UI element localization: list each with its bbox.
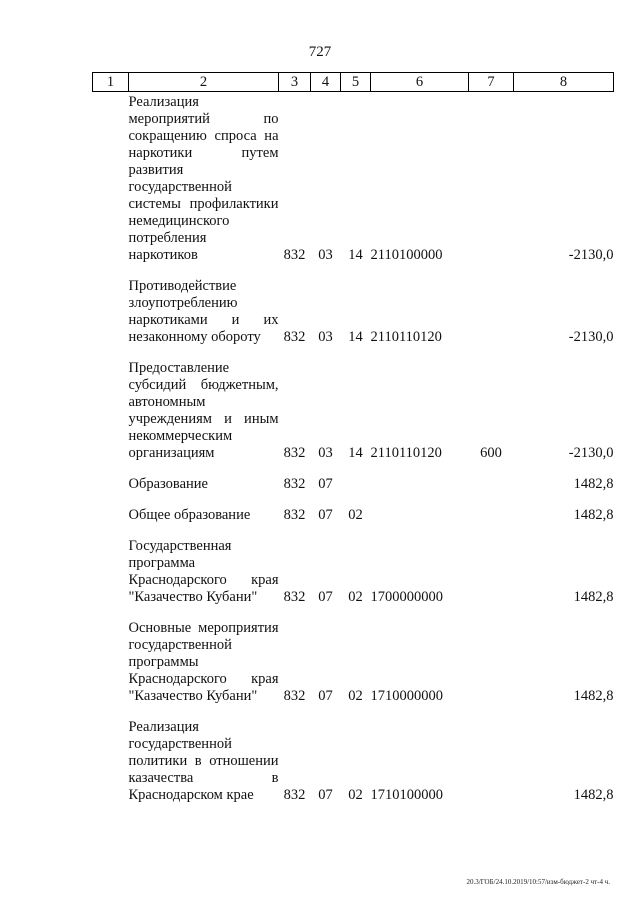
cell-pr: 14 <box>348 247 363 263</box>
cell-amount: 1482,8 <box>573 476 614 492</box>
cell-pr <box>341 462 371 493</box>
cell-item-name: Государственная программа Краснодарского края "Казачество Кубани" <box>128 538 279 605</box>
cell-empty <box>93 524 129 606</box>
cell-amount: -2130,0 <box>568 445 614 461</box>
cell-vr <box>469 264 514 346</box>
cell-csr: 1710000000 <box>370 688 443 704</box>
cell-item-name: Реализация государственной политики в отношении казачества в Краснодарском крае <box>128 719 279 803</box>
cell-amount: 1482,8 <box>573 507 614 523</box>
cell-empty <box>93 606 129 705</box>
cell-empty <box>93 493 129 524</box>
cell-empty <box>93 462 129 493</box>
cell-amount: 1482,8 <box>573 787 614 803</box>
table-row <box>93 606 614 705</box>
cell-item-name: Общее образование <box>128 507 251 523</box>
cell-vr <box>469 493 514 524</box>
cell-empty <box>93 346 129 462</box>
cell-csr: 1710100000 <box>370 787 443 803</box>
cell-rz: 03 <box>318 247 333 263</box>
cell-csr: 1700000000 <box>370 589 443 605</box>
table-row <box>93 264 614 346</box>
column-header-8: 8 <box>514 73 614 92</box>
column-header-3: 3 <box>279 73 311 92</box>
cell-item-name: Противодействие злоупотреблению наркотиками и их незаконному обороту <box>128 278 279 345</box>
cell-csr: 2110110120 <box>370 445 442 461</box>
cell-item-name: Предоставление субсидий бюджетным, автономным учреждениям и иным некоммерческим организациям <box>128 360 279 461</box>
cell-amount: 1482,8 <box>573 688 614 704</box>
cell-ved: 832 <box>283 589 306 605</box>
cell-ved: 832 <box>283 688 306 704</box>
cell-empty <box>93 705 129 804</box>
cell-rz: 07 <box>318 507 333 523</box>
cell-pr: 14 <box>348 329 363 345</box>
cell-rz: 07 <box>318 688 333 704</box>
cell-item-name: Основные мероприятия государственной программы Краснодарского края "Казачество Кубани" <box>128 620 279 704</box>
cell-vr <box>469 606 514 705</box>
cell-pr: 02 <box>348 507 363 523</box>
cell-ved: 832 <box>283 329 306 345</box>
page-number: 727 <box>308 44 332 60</box>
cell-ved: 832 <box>283 507 306 523</box>
table-row <box>93 346 614 462</box>
footer-note: 20.3/ГОБ/24.10.2019/10:57/изм-бюджет-2 чт-4 ч. <box>466 878 610 886</box>
cell-amount: 1482,8 <box>573 589 614 605</box>
cell-pr: 02 <box>348 787 363 803</box>
cell-csr <box>371 462 469 493</box>
cell-rz: 07 <box>318 787 333 803</box>
cell-rz: 07 <box>318 589 333 605</box>
table-row <box>93 524 614 606</box>
cell-ved: 832 <box>283 445 306 461</box>
cell-pr: 14 <box>348 445 363 461</box>
cell-vr <box>469 92 514 265</box>
cell-pr: 02 <box>348 688 363 704</box>
cell-pr: 02 <box>348 589 363 605</box>
cell-rz: 03 <box>318 329 333 345</box>
cell-amount: -2130,0 <box>568 247 614 263</box>
column-header-5: 5 <box>341 73 371 92</box>
cell-vr: 600 <box>480 445 502 461</box>
cell-rz: 03 <box>318 445 333 461</box>
cell-item-name: Образование <box>128 476 208 492</box>
cell-csr <box>371 493 469 524</box>
column-header-4: 4 <box>311 73 341 92</box>
cell-rz: 07 <box>318 476 333 492</box>
column-header-2: 2 <box>129 73 279 92</box>
cell-ved: 832 <box>283 247 306 263</box>
cell-csr: 2110100000 <box>370 247 443 263</box>
column-header-7: 7 <box>469 73 514 92</box>
cell-csr: 2110110120 <box>370 329 442 345</box>
cell-ved: 832 <box>283 476 306 492</box>
cell-empty <box>93 264 129 346</box>
cell-vr <box>469 462 514 493</box>
cell-empty <box>93 92 129 265</box>
budget-table <box>92 72 614 804</box>
cell-amount: -2130,0 <box>568 329 614 345</box>
cell-item-name: Реализация мероприятий по сокращению спроса на наркотики путем развития государственной системы профилактики немедицинского потребления наркотиков <box>128 94 279 263</box>
table-row <box>93 705 614 804</box>
table-row <box>93 92 614 265</box>
table-row <box>93 493 614 524</box>
table-body <box>93 92 614 805</box>
cell-vr <box>469 705 514 804</box>
column-header-6: 6 <box>371 73 469 92</box>
table-row <box>93 462 614 493</box>
cell-vr <box>469 524 514 606</box>
column-header-1: 1 <box>93 73 129 92</box>
table-header <box>93 73 614 92</box>
cell-ved: 832 <box>283 787 306 803</box>
